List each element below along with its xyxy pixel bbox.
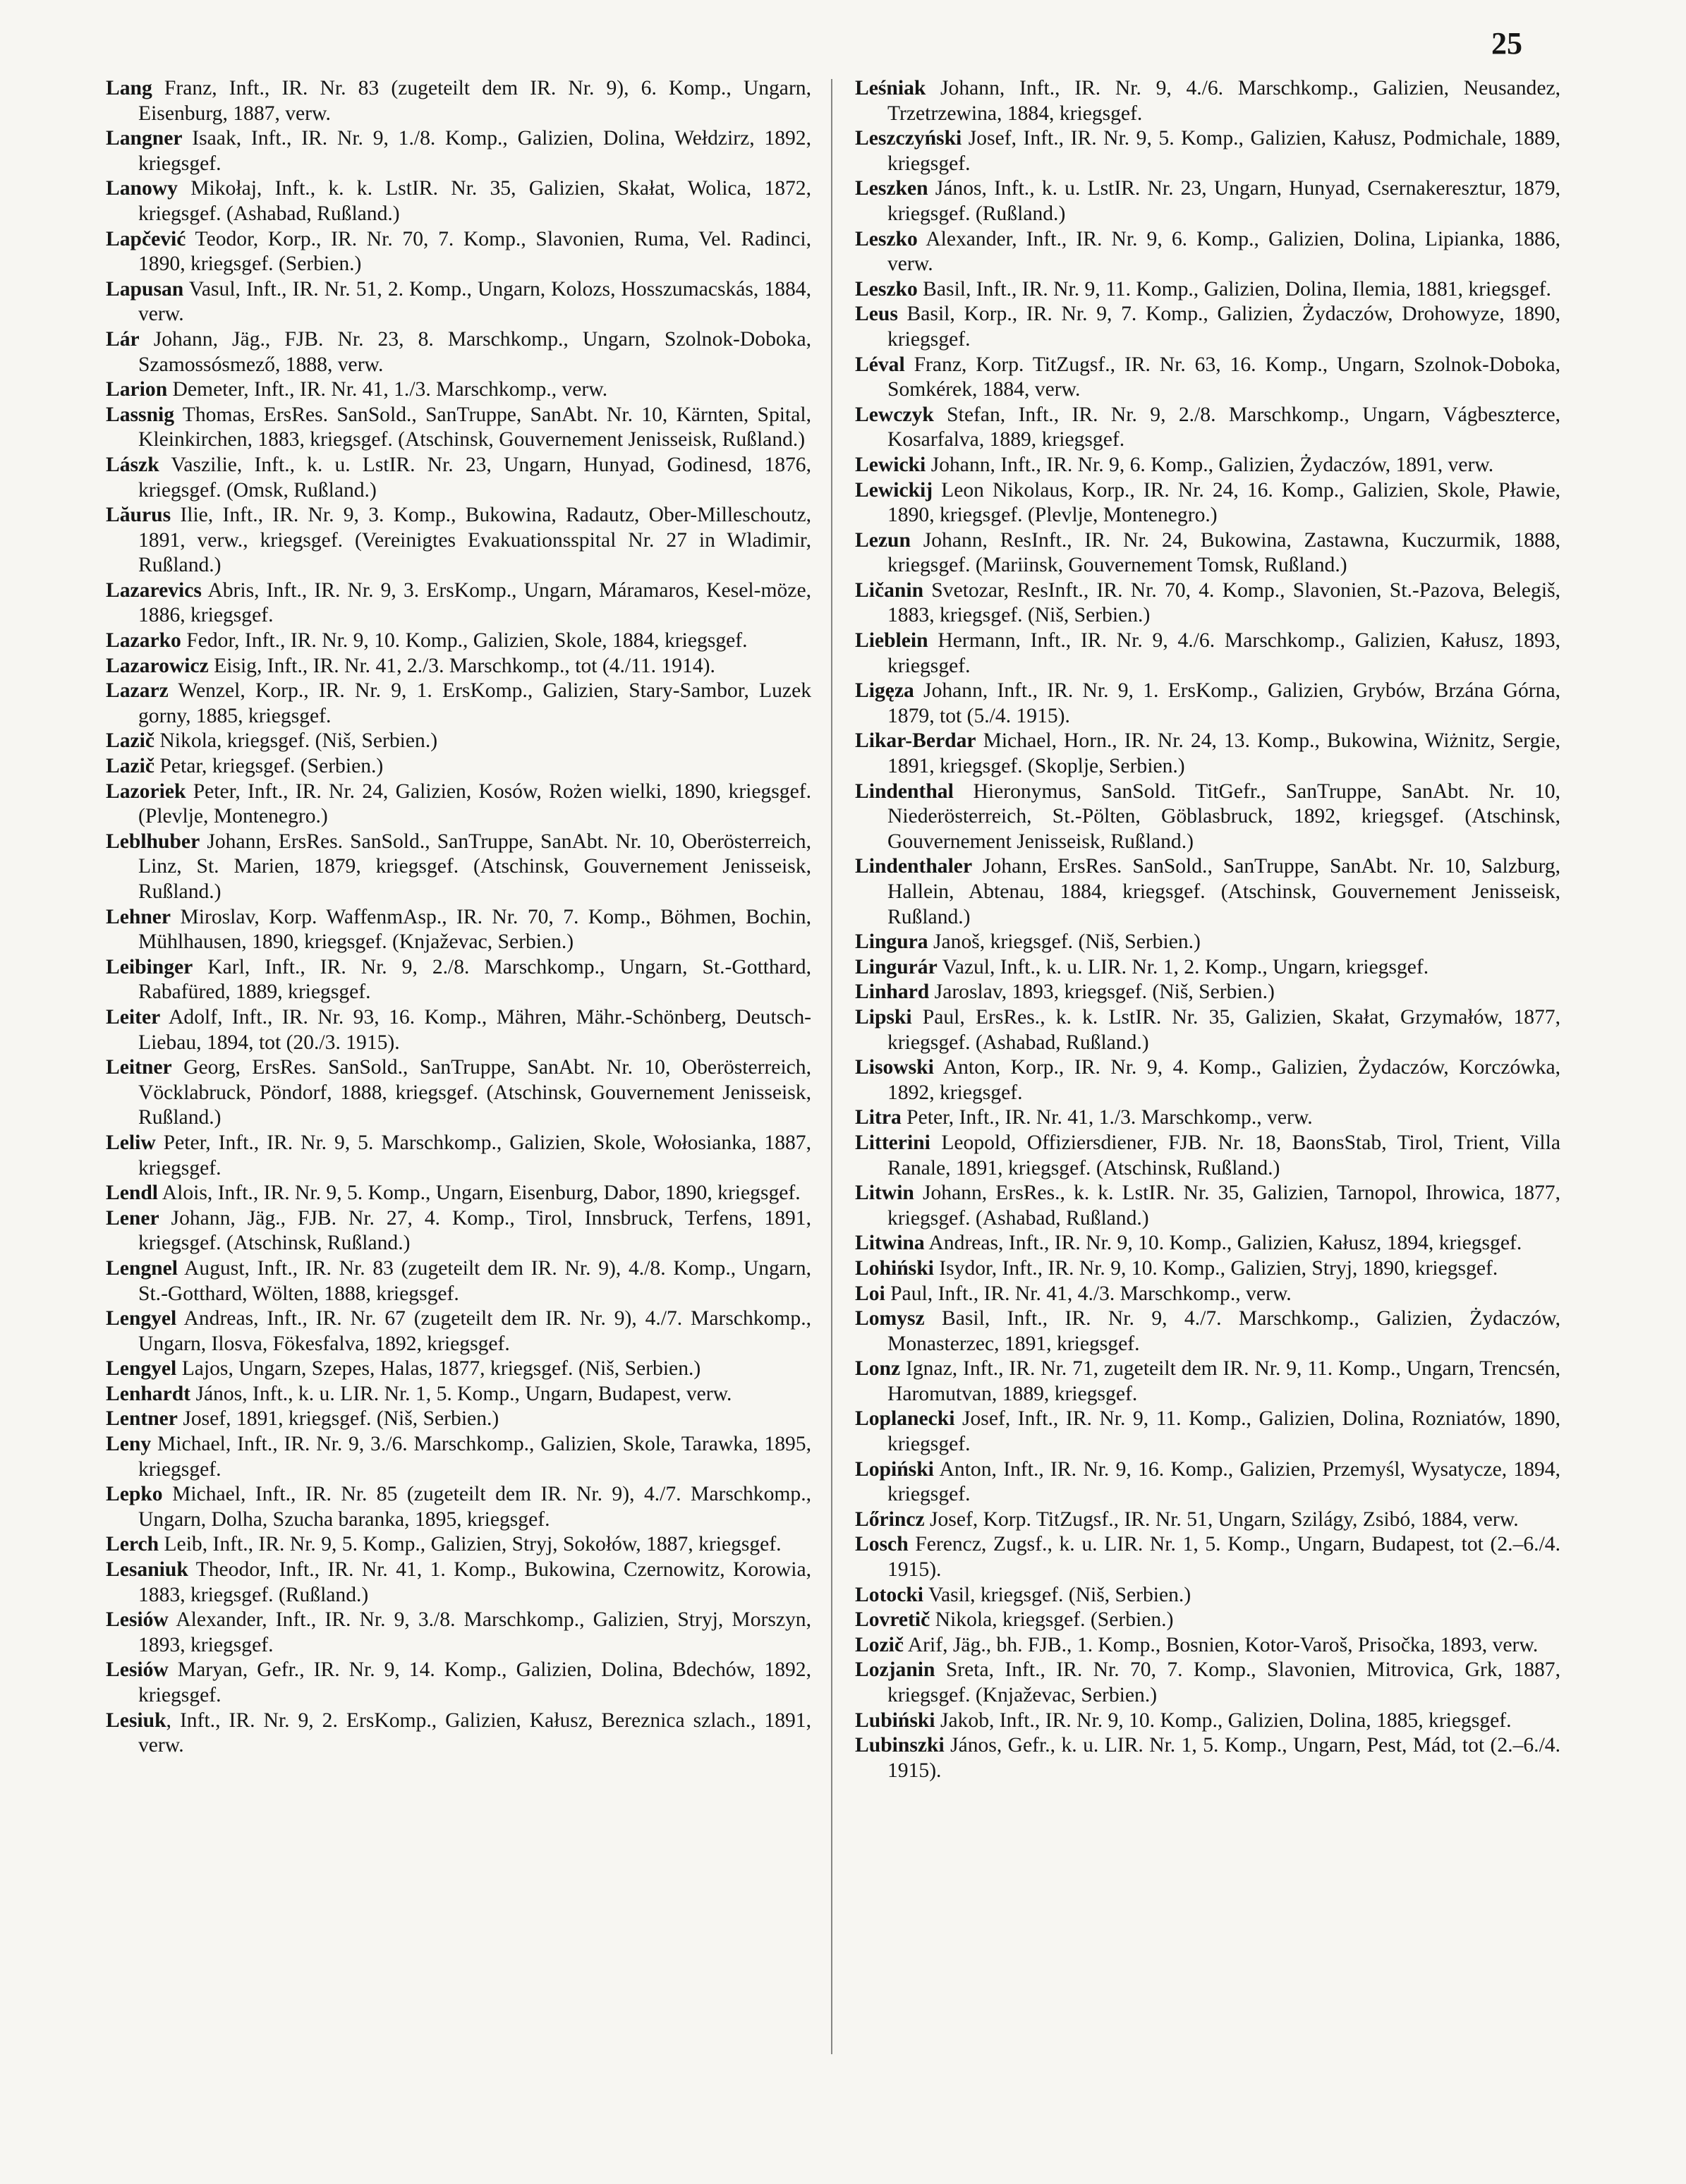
entry-details: János, Inft., k. u. LIR. Nr. 1, 5. Komp., Ungarn, Budapest, verw. <box>190 1382 732 1405</box>
entry-details: Johann, Inft., IR. Nr. 9, 6. Komp., Galizien, Żydaczów, 1891, verw. <box>926 453 1494 476</box>
list-entry <box>106 955 811 1005</box>
list-entry <box>106 1005 811 1055</box>
entry-surname: Lingurár <box>855 955 938 978</box>
entry-surname: Lesiów <box>106 1608 169 1632</box>
entry-details: Maryan, Gefr., IR. Nr. 9, 14. Komp., Galizien, Dolina, Bdechów, 1892, kriegsgef. <box>138 1658 811 1706</box>
entry-details: Alexander, Inft., IR. Nr. 9, 6. Komp., Galizien, Dolina, Lipianka, 1886, verw. <box>887 227 1560 276</box>
entry-surname: Lazoriek <box>106 779 186 803</box>
list-entry <box>106 227 811 277</box>
entry-details: Michael, Inft., IR. Nr. 85 (zugeteilt dem IR. Nr. 9), 4./7. Marschkomp., Ungarn, Dolha, Szucha baranka, 1895, kriegsgef. <box>138 1483 811 1531</box>
entry-surname: Ličanin <box>855 578 924 602</box>
list-entry <box>106 1407 811 1432</box>
list-entry <box>106 277 811 327</box>
entry-details: Theodor, Inft., IR. Nr. 41, 1. Komp., Bukowina, Czernowitz, Korowia, 1883, kriegsgef. (Rußland.) <box>138 1558 811 1606</box>
entry-surname: Leus <box>855 303 898 326</box>
entry-surname: Lesiów <box>106 1658 169 1682</box>
list-entry <box>106 578 811 629</box>
entry-surname: Lazarz <box>106 679 169 703</box>
list-entry <box>855 955 1560 981</box>
list-entry <box>106 1306 811 1357</box>
list-entry <box>855 1231 1560 1256</box>
entry-details: Stefan, Inft., IR. Nr. 9, 2./8. Marschkomp., Ungarn, Vágbeszterce, Kosarfalva, 1889, kriegsgef. <box>887 403 1560 451</box>
entry-details: Paul, Inft., IR. Nr. 41, 4./3. Marschkomp., verw. <box>885 1282 1292 1305</box>
entry-details: János, Inft., k. u. LstIR. Nr. 23, Ungarn, Hunyad, Csernakeresztur, 1879, kriegsgef. (Rußland.) <box>887 177 1560 225</box>
list-entry <box>855 528 1560 578</box>
entry-surname: Lonz <box>855 1357 901 1381</box>
list-entry <box>106 654 811 679</box>
list-entry <box>855 1709 1560 1734</box>
entry-surname: Lengyel <box>106 1357 177 1381</box>
list-entry <box>855 578 1560 629</box>
entry-details: Ignaz, Inft., IR. Nr. 71, zugeteilt dem IR. Nr. 9, 11. Komp., Ungarn, Trencsén, Haromutvan, 1889, kriegsgef. <box>887 1357 1560 1405</box>
list-entry <box>855 1131 1560 1181</box>
entry-details: Isydor, Inft., IR. Nr. 9, 10. Komp., Galizien, Stryj, 1890, kriegsgef. <box>933 1256 1498 1280</box>
list-entry <box>855 629 1560 679</box>
list-entry <box>855 76 1560 126</box>
entry-surname: Lerch <box>106 1533 159 1556</box>
entry-surname: Lotocki <box>855 1583 924 1606</box>
entry-surname: Lisowski <box>855 1056 934 1079</box>
entry-surname: Lentner <box>106 1407 178 1431</box>
entry-surname: Lazarowicz <box>106 654 209 677</box>
entry-surname: Lewczyk <box>855 403 934 426</box>
list-entry <box>106 76 811 126</box>
list-entry <box>855 277 1560 303</box>
list-entry <box>855 478 1560 528</box>
entry-surname: Loplanecki <box>855 1407 955 1431</box>
entry-details: Peter, Inft., IR. Nr. 24, Galizien, Kosów, Rożen wielki, 1890, kriegsgef. (Plevlje, Montenegro.) <box>138 779 811 828</box>
entry-surname: Lár <box>106 327 140 351</box>
list-entry <box>106 176 811 226</box>
list-entry <box>106 679 811 729</box>
entry-surname: Loi <box>855 1282 885 1305</box>
entry-surname: Lovretič <box>855 1608 930 1632</box>
entry-surname: Lang <box>106 77 152 99</box>
entry-details: Mikołaj, Inft., k. k. LstIR. Nr. 35, Galizien, Skałat, Wolica, 1872, kriegsgef. (Ashabad, Rußland.) <box>138 177 811 225</box>
entry-surname: Lesaniuk <box>106 1558 188 1582</box>
entry-details: Johann, ErsRes., k. k. LstIR. Nr. 35, Galizien, Tarnopol, Ihrowica, 1877, kriegsgef. (Ashabad, Rußland.) <box>887 1182 1560 1230</box>
entry-surname: Leny <box>106 1433 152 1456</box>
list-entry <box>855 227 1560 277</box>
entry-details: Franz, Korp. TitZugsf., IR. Nr. 63, 16. Komp., Ungarn, Szolnok-Doboka, Somkérek, 1884, verw. <box>887 353 1560 401</box>
entry-details: Sreta, Inft., IR. Nr. 70, 7. Komp., Slavonien, Mitrovica, Grk, 1887, kriegsgef. (Knjaževac, Serbien.) <box>887 1658 1560 1706</box>
entry-details: Hermann, Inft., IR. Nr. 9, 4./6. Marschkomp., Galizien, Kałusz, 1893, kriegsgef. <box>887 629 1560 677</box>
entry-details: Johann, Inft., IR. Nr. 9, 4./6. Marschkomp., Galizien, Neusandez, Trzetrzewina, 1884, kriegsgef. <box>887 77 1560 125</box>
entry-details: Adolf, Inft., IR. Nr. 93, 16. Komp., Mähren, Mähr.-Schönberg, Deutsch-Liebau, 1894, tot (20./3. 1915). <box>138 1005 811 1054</box>
entry-details: Teodor, Korp., IR. Nr. 70, 7. Komp., Slavonien, Ruma, Vel. Radinci, 1890, kriegsgef. (Serbien.) <box>138 227 811 276</box>
entry-details: Johann, ErsRes. SanSold., SanTruppe, SanAbt. Nr. 10, Oberösterreich, Linz, St. Marien, 1879, kriegsgef. (Atschinsk, Gouvernement Jenisseisk, Rußland.) <box>138 830 811 903</box>
list-entry <box>855 1105 1560 1131</box>
list-entry <box>106 1482 811 1532</box>
entry-surname: Lőrincz <box>855 1507 925 1531</box>
entry-details: Johann, Jäg., FJB. Nr. 23, 8. Marschkomp., Ungarn, Szolnok-Doboka, Szamossósmező, 1888, verw. <box>138 327 811 376</box>
entry-details: Andreas, Inft., IR. Nr. 9, 10. Komp., Galizien, Kałusz, 1894, kriegsgef. <box>924 1232 1522 1255</box>
entry-surname: Litra <box>855 1106 902 1129</box>
entry-details: Alois, Inft., IR. Nr. 9, 5. Komp., Ungarn, Eisenburg, Dabor, 1890, kriegsgef. <box>158 1182 801 1205</box>
entry-details: Svetozar, ResInft., IR. Nr. 70, 4. Komp., Slavonien, St.-Pazova, Belegiš, 1883, kriegsgef. (Niš, Serbien.) <box>887 578 1560 627</box>
list-entry <box>106 1357 811 1382</box>
entry-surname: Lindenthaler <box>855 855 973 878</box>
entry-surname: Lewickij <box>855 478 933 502</box>
entry-details: Jakob, Inft., IR. Nr. 9, 10. Komp., Galizien, Dolina, 1885, kriegsgef. <box>935 1709 1512 1732</box>
list-entry <box>855 302 1560 352</box>
list-entry <box>106 905 811 955</box>
entry-surname: Lieblein <box>855 629 928 653</box>
list-entry <box>106 1709 811 1759</box>
entry-details: Peter, Inft., IR. Nr. 41, 1./3. Marschkomp., verw. <box>901 1106 1313 1129</box>
entry-surname: Lindenthal <box>855 779 954 803</box>
list-entry <box>106 830 811 905</box>
entry-details: Basil, Inft., IR. Nr. 9, 4./7. Marschkomp., Galizien, Żydaczów, Monasterzec, 1891, kriegsgef. <box>887 1307 1560 1355</box>
list-entry <box>855 1583 1560 1608</box>
entry-details: Leopold, Offiziersdiener, FJB. Nr. 18, BaonsStab, Tirol, Trient, Villa Ranale, 1891, kriegsgef. (Atschinsk, Rußland.) <box>887 1131 1560 1179</box>
entry-details: Karl, Inft., IR. Nr. 9, 2./8. Marschkomp., Ungarn, St.-Gotthard, Rabafüred, 1889, kriegsgef. <box>138 955 811 1004</box>
entry-surname: Lipski <box>855 1005 912 1029</box>
entry-details: Andreas, Inft., IR. Nr. 67 (zugeteilt dem IR. Nr. 9), 4./7. Marschkomp., Ungarn, Ilosva, Fökesfalva, 1892, kriegsgef. <box>138 1307 811 1355</box>
list-entry <box>855 1658 1560 1708</box>
entry-surname: Lohiński <box>855 1256 934 1280</box>
list-entry <box>855 353 1560 403</box>
list-entry <box>106 1256 811 1306</box>
list-entry <box>106 754 811 779</box>
entry-surname: Leszko <box>855 227 918 250</box>
list-entry <box>106 1432 811 1482</box>
list-entry <box>855 679 1560 729</box>
list-entry <box>855 176 1560 226</box>
entry-details: Petar, kriegsgef. (Serbien.) <box>154 755 384 778</box>
entry-details: Leon Nikolaus, Korp., IR. Nr. 24, 16. Komp., Galizien, Skole, Pławie, 1890, kriegsgef. (Plevlje, Montenegro.) <box>887 478 1560 527</box>
entry-surname: Litwina <box>855 1232 925 1255</box>
entry-details: Johann, ErsRes. SanSold., SanTruppe, SanAbt. Nr. 10, Salzburg, Hallein, Abtenau, 1884, kriegsgef. (Atschinsk, Gouvernement Jenisseisk, Rußland.) <box>887 855 1560 928</box>
entry-details: Vasil, kriegsgef. (Niš, Serbien.) <box>923 1583 1191 1606</box>
list-entry <box>106 1055 811 1131</box>
entry-surname: Leliw <box>106 1131 156 1154</box>
entry-details: Josef, 1891, kriegsgef. (Niš, Serbien.) <box>177 1407 499 1431</box>
list-entry <box>855 1357 1560 1407</box>
list-entry <box>106 629 811 654</box>
entry-details: Nikola, kriegsgef. (Serbien.) <box>930 1608 1174 1632</box>
entry-details: Anton, Korp., IR. Nr. 9, 4. Komp., Galizien, Żydaczów, Korczówka, 1892, kriegsgef. <box>887 1056 1560 1104</box>
list-entry <box>855 1005 1560 1055</box>
entry-details: Josef, Inft., IR. Nr. 9, 5. Komp., Galizien, Kałusz, Podmichale, 1889, kriegsgef. <box>887 127 1560 175</box>
list-entry <box>855 453 1560 478</box>
entry-details: Isaak, Inft., IR. Nr. 9, 1./8. Komp., Galizien, Dolina, Wełdzirz, 1892, kriegsgef. <box>138 127 811 175</box>
entry-surname: Lozič <box>855 1633 904 1656</box>
list-entry <box>106 503 811 578</box>
entry-surname: Lezun <box>855 528 911 552</box>
entry-details: Basil, Inft., IR. Nr. 9, 11. Komp., Galizien, Dolina, Ilemia, 1881, kriegsgef. <box>917 277 1551 301</box>
entry-surname: Losch <box>855 1533 909 1556</box>
entry-surname: Leiter <box>106 1005 161 1029</box>
list-entry <box>106 1558 811 1608</box>
entry-surname: Lomysz <box>855 1307 925 1330</box>
entry-details: , Inft., IR. Nr. 9, 2. ErsKomp., Galizien, Kałusz, Bereznica szlach., 1891, verw. <box>138 1709 811 1757</box>
list-entry <box>106 1206 811 1256</box>
entry-details: Vazul, Inft., k. u. LIR. Nr. 1, 2. Komp., Ungarn, kriegsgef. <box>937 955 1429 978</box>
entry-details: Michael, Inft., IR. Nr. 9, 3./6. Marschkomp., Galizien, Skole, Tarawka, 1895, kriegsgef. <box>138 1433 811 1481</box>
list-entry <box>855 1457 1560 1507</box>
entry-surname: Litwin <box>855 1182 914 1205</box>
entry-details: Janoš, kriegsgef. (Niš, Serbien.) <box>928 930 1201 954</box>
entry-details: Vaszilie, Inft., k. u. LstIR. Nr. 23, Ungarn, Hunyad, Godinesd, 1876, kriegsgef. (Omsk, Rußland.) <box>138 453 811 502</box>
list-entry <box>855 779 1560 855</box>
entry-surname: Litterini <box>855 1131 930 1154</box>
entry-surname: Lazič <box>106 729 155 753</box>
entry-details: János, Gefr., k. u. LIR. Nr. 1, 5. Komp., Ungarn, Pest, Mád, tot (2.–6./4. 1915). <box>887 1734 1560 1782</box>
list-entry <box>855 1507 1560 1533</box>
entry-surname: Lazič <box>106 755 155 778</box>
entry-details: Alexander, Inft., IR. Nr. 9, 3./8. Marschkomp., Galizien, Stryj, Morszyn, 1893, kriegsgef. <box>138 1608 811 1656</box>
entry-details: Peter, Inft., IR. Nr. 9, 5. Marschkomp., Galizien, Skole, Wołosianka, 1887, kriegsgef. <box>138 1131 811 1179</box>
entry-surname: Leszczyński <box>855 127 962 150</box>
list-entry <box>855 854 1560 930</box>
entry-details: Nikola, kriegsgef. (Niš, Serbien.) <box>154 729 438 753</box>
entry-surname: Lendl <box>106 1182 159 1205</box>
list-entry <box>855 1181 1560 1231</box>
list-entry <box>106 453 811 503</box>
entry-surname: Lehner <box>106 905 171 928</box>
entry-details: Vasul, Inft., IR. Nr. 51, 2. Komp., Ungarn, Kolozs, Hosszumacskás, 1884, verw. <box>138 277 811 326</box>
entry-details: August, Inft., IR. Nr. 83 (zugeteilt dem IR. Nr. 9), 4./8. Komp., Ungarn, St.-Gotthard, Wölten, 1888, kriegsgef. <box>138 1256 811 1305</box>
page-number: 25 <box>1491 26 1522 61</box>
entry-surname: Leszken <box>855 177 928 200</box>
list-entry <box>855 980 1560 1005</box>
entry-surname: Lapčević <box>106 227 186 250</box>
entry-surname: Langner <box>106 127 183 150</box>
entry-details: Basil, Korp., IR. Nr. 9, 7. Komp., Galizien, Żydaczów, Drohowyze, 1890, kriegsgef. <box>887 303 1560 351</box>
column-divider <box>831 79 832 2054</box>
entry-details: Josef, Korp. TitZugsf., IR. Nr. 51, Ungarn, Szilágy, Zsibó, 1884, verw. <box>924 1507 1519 1531</box>
list-entry <box>855 1256 1560 1282</box>
list-entry <box>855 1306 1560 1357</box>
entry-details: Abris, Inft., IR. Nr. 9, 3. ErsKomp., Ungarn, Máramaros, Kesel-möze, 1886, kriegsgef. <box>138 578 811 627</box>
list-entry <box>106 126 811 176</box>
entry-surname: Lenhardt <box>106 1382 191 1405</box>
list-entry <box>106 403 811 453</box>
list-entry <box>855 1608 1560 1633</box>
list-entry <box>106 1382 811 1407</box>
entry-details: Anton, Inft., IR. Nr. 9, 16. Komp., Galizien, Przemyśl, Wysatycze, 1894, kriegsgef. <box>887 1457 1560 1506</box>
list-entry <box>855 729 1560 779</box>
list-entry <box>855 1282 1560 1307</box>
entry-surname: Leitner <box>106 1056 172 1079</box>
entry-surname: Lanowy <box>106 177 178 200</box>
entry-details: Lajos, Ungarn, Szepes, Halas, 1877, kriegsgef. (Niš, Serbien.) <box>176 1357 701 1381</box>
entry-surname: Lapusan <box>106 277 184 301</box>
entry-surname: Lozjanin <box>855 1658 935 1682</box>
entry-details: Hieronymus, SanSold. TitGefr., SanTruppe, SanAbt. Nr. 10, Niederösterreich, St.-Pölten, Göblasbruck, 1892, kriegsgef. (Atschinsk, Gouvernement Jenisseisk, Rußland.) <box>887 779 1560 853</box>
entry-details: Michael, Horn., IR. Nr. 24, 13. Komp., Bukowina, Wiżnitz, Sergie, 1891, kriegsgef. (Skoplje, Serbien.) <box>887 729 1560 778</box>
list-entry <box>106 1181 811 1206</box>
list-entry <box>855 1407 1560 1457</box>
list-entry <box>855 403 1560 453</box>
entry-details: Eisig, Inft., IR. Nr. 41, 2./3. Marschkomp., tot (4./11. 1914). <box>208 654 715 677</box>
entry-surname: Ligęza <box>855 679 914 703</box>
list-entry <box>106 1131 811 1181</box>
entry-surname: Lesiuk <box>106 1709 166 1732</box>
entry-surname: Lazarevics <box>106 578 202 602</box>
entry-surname: Lewicki <box>855 453 926 476</box>
entry-surname: Leibinger <box>106 955 193 978</box>
entry-details: Johann, Inft., IR. Nr. 9, 1. ErsKomp., Galizien, Grybów, Brzána Górna, 1879, tot (5./4. 1915). <box>887 679 1560 727</box>
entry-details: Johann, Jäg., FJB. Nr. 27, 4. Komp., Tirol, Innsbruck, Terfens, 1891, kriegsgef. (Atschinsk, Rußland.) <box>138 1206 811 1255</box>
list-entry <box>106 729 811 754</box>
entry-details: Franz, Inft., IR. Nr. 83 (zugeteilt dem IR. Nr. 9), 6. Komp., Ungarn, Eisenburg, 1887, verw. <box>138 77 811 125</box>
entry-surname: Lengyel <box>106 1307 177 1330</box>
list-entry <box>855 930 1560 955</box>
entry-surname: Lassnig <box>106 403 175 426</box>
entry-details: Fedor, Inft., IR. Nr. 9, 10. Komp., Galizien, Skole, 1884, kriegsgef. <box>181 629 748 653</box>
entry-surname: Lingura <box>855 930 928 954</box>
entry-surname: Lener <box>106 1206 159 1230</box>
entry-details: Demeter, Inft., IR. Nr. 41, 1./3. Marschkomp., verw. <box>167 378 608 401</box>
entry-surname: Larion <box>106 378 168 401</box>
list-entry <box>106 1532 811 1558</box>
entry-details: Jaroslav, 1893, kriegsgef. (Niš, Serbien.) <box>929 981 1275 1004</box>
list-entry <box>106 1658 811 1708</box>
entry-details: Josef, Inft., IR. Nr. 9, 11. Komp., Galizien, Dolina, Rozniatów, 1890, kriegsgef. <box>887 1407 1560 1456</box>
entry-surname: Leszko <box>855 277 918 301</box>
list-entry <box>106 1608 811 1658</box>
list-entry <box>855 1733 1560 1783</box>
entry-surname: Linhard <box>855 981 930 1004</box>
entry-surname: Lubiński <box>855 1709 935 1732</box>
list-entry <box>106 377 811 403</box>
list-entry <box>855 1633 1560 1658</box>
entry-details: Georg, ErsRes. SanSold., SanTruppe, SanAbt. Nr. 10, Oberösterreich, Vöcklabruck, Pöndorf, 1888, kriegsgef. (Atschinsk, Gouvernement Jenisseisk, Rußland.) <box>138 1056 811 1129</box>
entry-surname: Leśniak <box>855 77 926 99</box>
entry-details: Ilie, Inft., IR. Nr. 9, 3. Komp., Bukowina, Radautz, Ober-Milleschoutz, 1891, verw., kriegsgef. (Vereinigtes Evakuationsspital Nr. 27 in Wladimir, Rußland.) <box>138 504 811 577</box>
list-entry <box>106 779 811 830</box>
list-entry <box>855 1532 1560 1582</box>
entry-details: Paul, ErsRes., k. k. LstIR. Nr. 35, Galizien, Skałat, Grzymałów, 1877, kriegsgef. (Ashabad, Rußland.) <box>887 1005 1560 1054</box>
entry-details: Leib, Inft., IR. Nr. 9, 5. Komp., Galizien, Stryj, Sokołów, 1887, kriegsgef. <box>159 1533 782 1556</box>
list-entry <box>106 327 811 377</box>
entry-details: Miroslav, Korp. WaffenmAsp., IR. Nr. 70, 7. Komp., Böhmen, Bochin, Mühlhausen, 1890, kriegsgef. (Knjaževac, Serbien.) <box>138 905 811 954</box>
entry-surname: Lubinszki <box>855 1734 945 1757</box>
right-column <box>855 76 1560 1783</box>
entry-surname: Léval <box>855 353 905 376</box>
list-entry <box>855 1055 1560 1105</box>
entry-surname: Lepko <box>106 1483 163 1506</box>
entry-surname: Lászk <box>106 453 159 476</box>
entry-surname: Lăurus <box>106 504 171 527</box>
left-column <box>106 76 811 1759</box>
entry-surname: Lengnel <box>106 1256 178 1280</box>
entry-details: Ferencz, Zugsf., k. u. LIR. Nr. 1, 5. Komp., Ungarn, Budapest, tot (2.–6./4. 1915). <box>887 1533 1560 1582</box>
entry-details: Johann, ResInft., IR. Nr. 24, Bukowina, Zastawna, Kuczurmik, 1888, kriegsgef. (Mariinsk, Gouvernement Tomsk, Rußland.) <box>887 528 1560 577</box>
entry-details: Arif, Jäg., bh. FJB., 1. Komp., Bosnien, Kotor-Varoš, Prisočka, 1893, verw. <box>904 1633 1539 1656</box>
entry-surname: Lopiński <box>855 1457 934 1481</box>
list-entry <box>855 126 1560 176</box>
entry-surname: Lazarko <box>106 629 181 653</box>
entry-surname: Likar-Berdar <box>855 729 976 753</box>
entry-details: Thomas, ErsRes. SanSold., SanTruppe, SanAbt. Nr. 10, Kärnten, Spital, Kleinkirchen, 1883, kriegsgef. (Atschinsk, Gouvernement Jenisseisk, Rußland.) <box>138 403 811 451</box>
entry-surname: Leblhuber <box>106 830 200 853</box>
entry-details: Wenzel, Korp., IR. Nr. 9, 1. ErsKomp., Galizien, Stary-Sambor, Luzek gorny, 1885, kriegsgef. <box>138 679 811 727</box>
